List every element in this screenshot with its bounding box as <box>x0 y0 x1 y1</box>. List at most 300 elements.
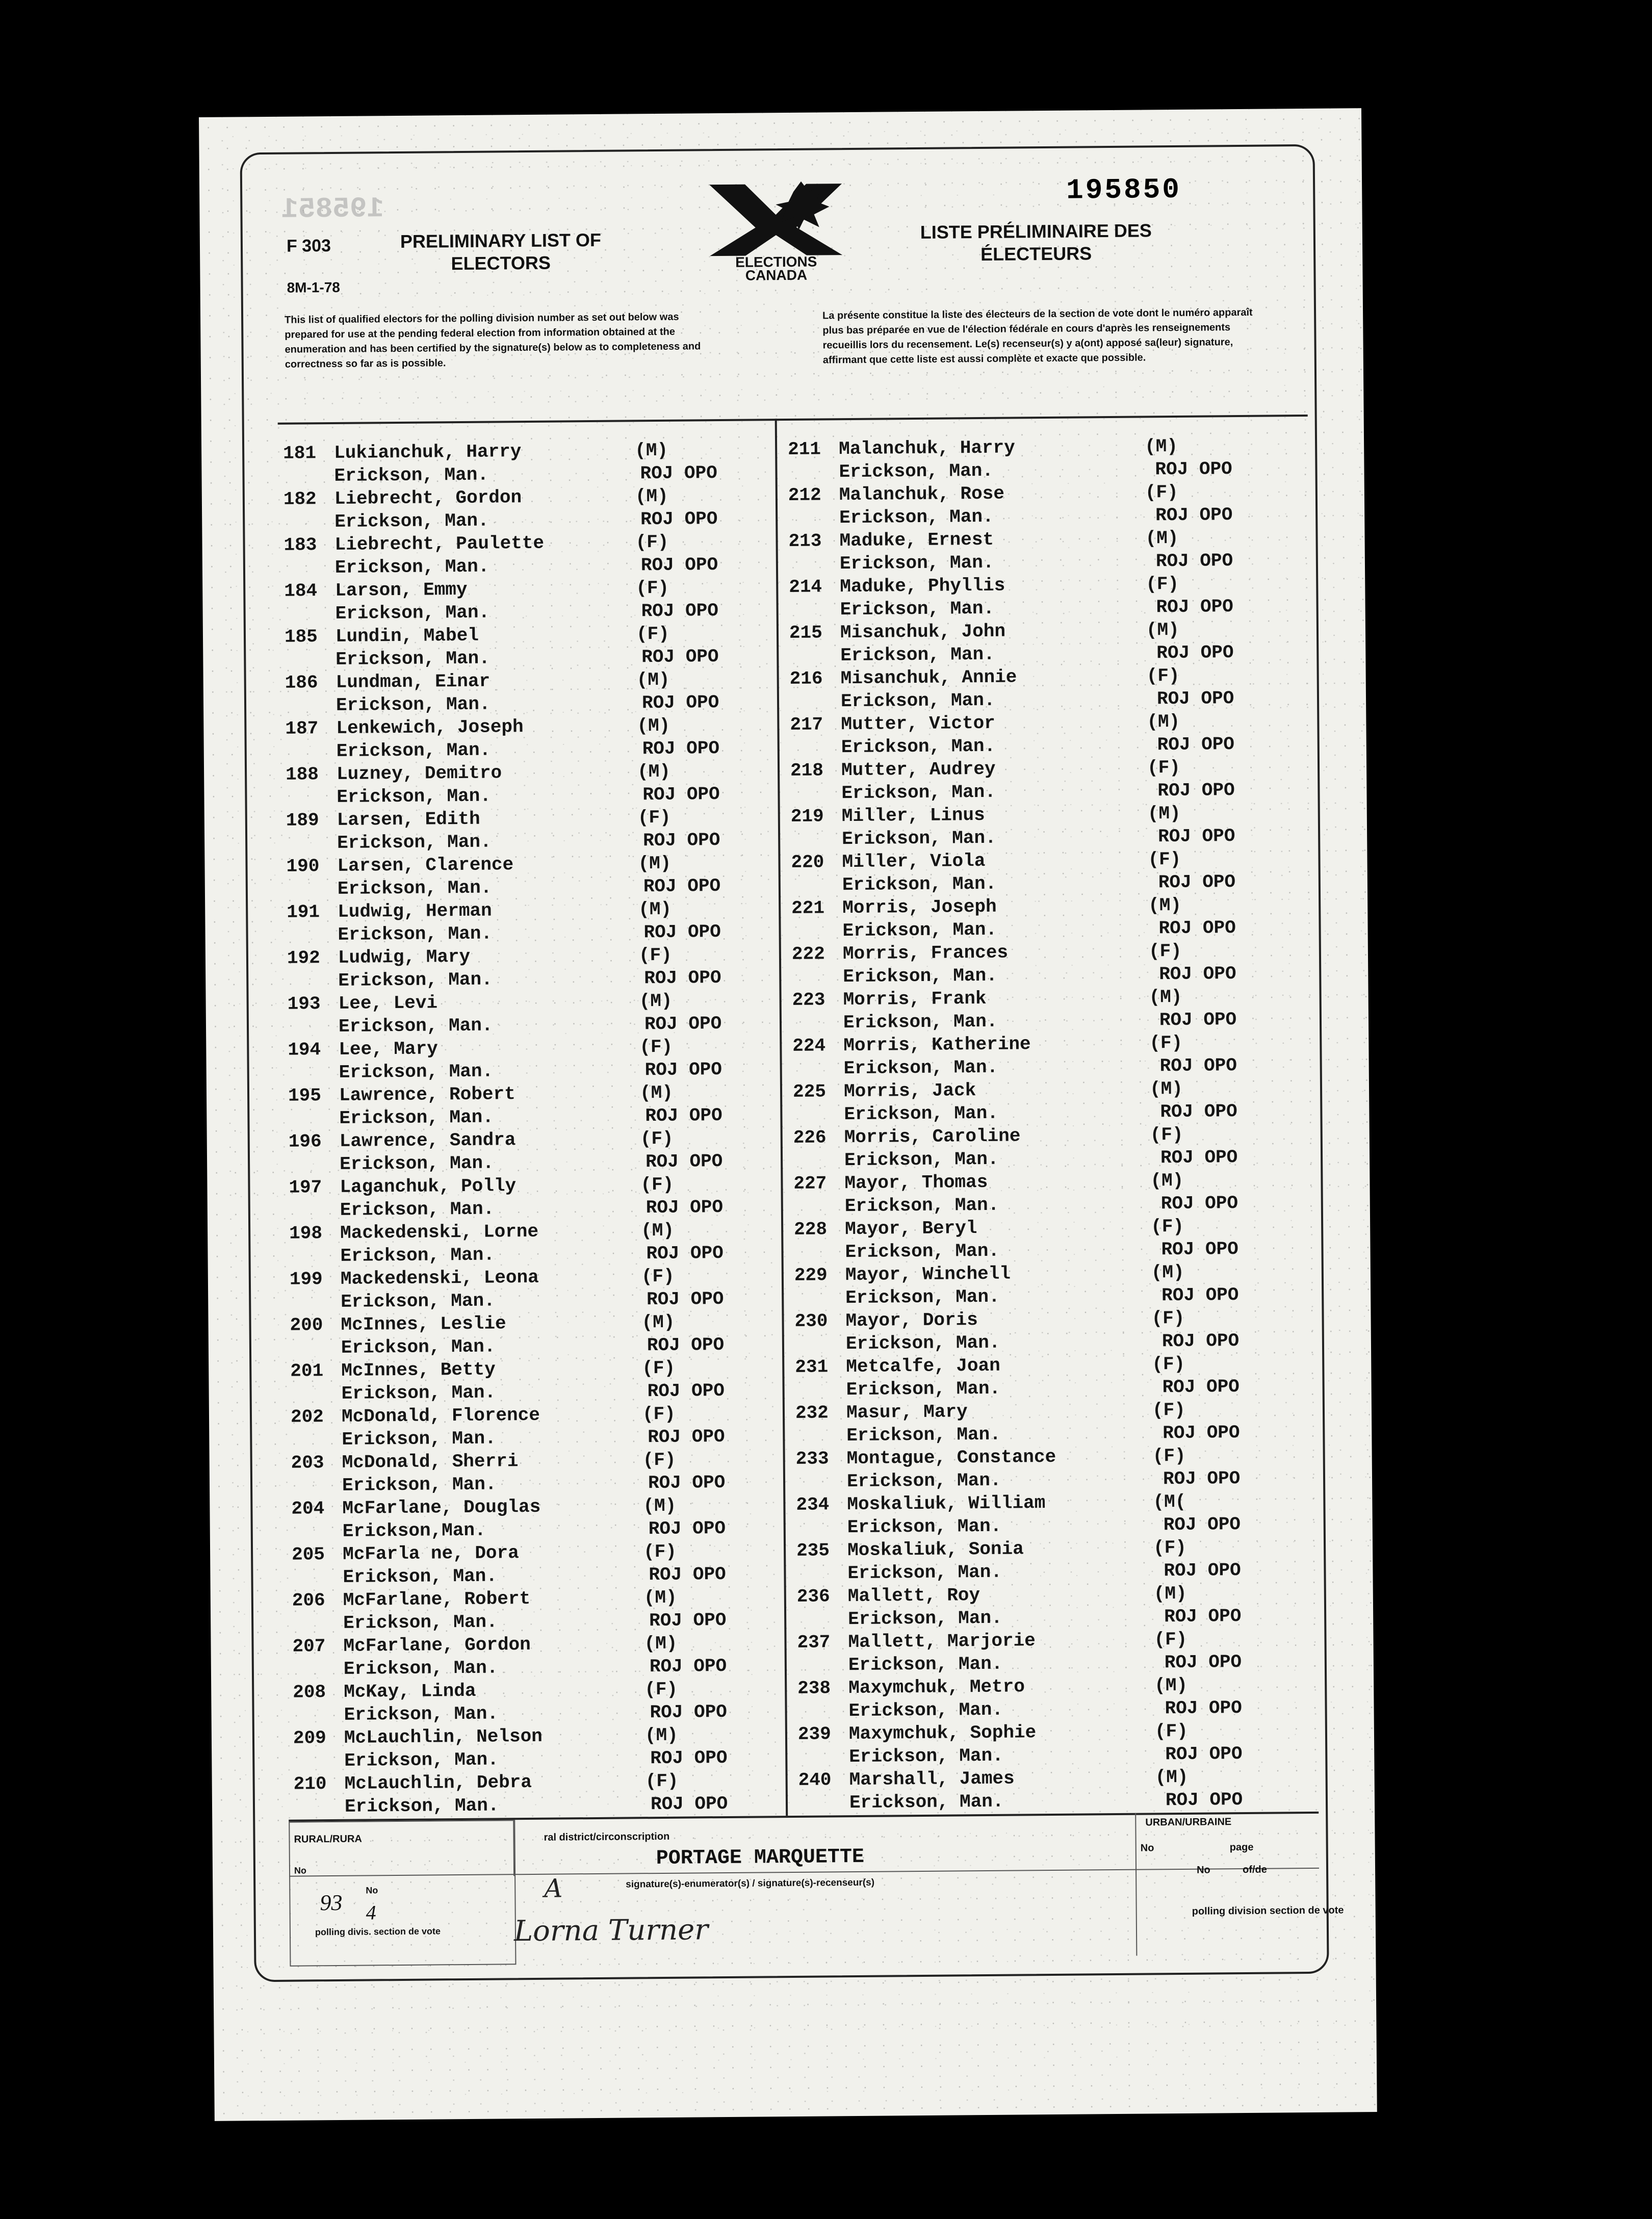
elector-entry <box>796 1490 1296 1540</box>
elector-sex: (F) <box>1146 573 1179 595</box>
elector-name: Lawrence, Sandra <box>339 1129 516 1152</box>
elector-entry <box>797 1582 1297 1632</box>
elector-number: 226 <box>793 1127 827 1148</box>
urban-no-label: No <box>1140 1842 1154 1854</box>
elector-name: Morris, Joseph <box>842 896 997 919</box>
elector-entry <box>795 1399 1296 1449</box>
elector-entry <box>792 1031 1293 1081</box>
elector-postal-code: ROJ OPO <box>1159 963 1236 985</box>
elector-number: 236 <box>796 1586 830 1607</box>
of-label: of/de <box>1242 1864 1267 1876</box>
elector-postal-code: ROJ OPO <box>649 1655 727 1678</box>
form-code: F 303 <box>286 236 331 256</box>
elector-entry <box>288 990 772 1039</box>
elector-entry <box>290 1311 775 1360</box>
elector-name: Malanchuk, Harry <box>838 437 1015 460</box>
elector-address: Erickson, Man. <box>343 1565 498 1588</box>
elector-postal-code: ROJ OPO <box>650 1747 728 1769</box>
elector-sex: (F) <box>642 1403 676 1425</box>
elector-entry <box>287 898 771 947</box>
elector-name: Morris, Jack <box>843 1080 976 1102</box>
elector-number: 191 <box>287 901 320 923</box>
elector-entry <box>788 435 1288 485</box>
intro-french: La présente constitue la liste des électeurs de la section de vote dont le numéro apparaît plus bas préparée en vue de l'élection fédérale en cours d'après les renseignements recueillis lors du recensement. Le(s) recenseur(s) y a(ont) apposé sa(leur) signature, affirmant que cette liste est aussi complète et exacte que possible. <box>822 306 1253 366</box>
elector-postal-code: ROJ OPO <box>1155 458 1232 480</box>
elector-number: 188 <box>285 764 319 785</box>
elector-number: 192 <box>287 947 320 969</box>
elector-number: 201 <box>290 1360 324 1382</box>
elector-address: Erickson, Man. <box>335 648 490 670</box>
district-label: ral district/circonscription <box>544 1830 670 1843</box>
elector-postal-code: ROJ OPO <box>1164 1560 1241 1582</box>
elector-postal-code: ROJ OPO <box>646 1196 724 1219</box>
elector-address: Erickson, Man. <box>848 1653 1003 1676</box>
electors-column-left <box>283 439 778 1819</box>
elector-address: Erickson, Man. <box>845 1332 1000 1355</box>
elector-postal-code: ROJ OPO <box>647 1288 724 1310</box>
elector-name: Morris, Frank <box>843 988 987 1011</box>
elector-sex: (F) <box>1148 848 1181 870</box>
elector-number: 195 <box>288 1085 322 1106</box>
elector-postal-code: ROJ OPO <box>1158 917 1236 939</box>
elector-number: 228 <box>794 1219 828 1240</box>
elector-sex: (M) <box>641 1220 675 1242</box>
elector-number: 190 <box>286 856 320 877</box>
elector-entry <box>798 1720 1298 1770</box>
elector-address: Erickson, Man. <box>334 464 489 486</box>
elector-entry <box>794 1261 1295 1311</box>
elector-address: Erickson, Man. <box>839 460 994 483</box>
elector-sex: (F) <box>1152 1399 1185 1421</box>
signature-mark: A <box>544 1873 563 1903</box>
elector-address: Erickson, Man. <box>339 1106 494 1129</box>
svg-text:ELECTIONS: ELECTIONS <box>735 253 817 270</box>
elector-postal-code: ROJ OPO <box>1163 1422 1240 1444</box>
elector-sex: (F) <box>1147 757 1181 779</box>
elector-number: 216 <box>789 668 823 689</box>
elector-name: Morris, Katherine <box>843 1034 1031 1056</box>
elector-sex: (M) <box>1145 527 1179 549</box>
rural-no-label-2: No <box>366 1885 378 1896</box>
elector-postal-code: ROJ OPO <box>645 1150 723 1173</box>
elector-name: Misanchuk, Annie <box>840 666 1017 689</box>
elector-entry <box>292 1586 777 1636</box>
elector-entry <box>790 756 1290 806</box>
elector-postal-code: ROJ OPO <box>643 875 721 897</box>
elector-postal-code: ROJ OPO <box>1165 1697 1242 1719</box>
elector-address: Erickson, Man. <box>338 923 493 945</box>
elector-number: 231 <box>795 1356 829 1378</box>
elector-address: Erickson, Man. <box>336 739 491 762</box>
elector-number: 207 <box>292 1636 326 1657</box>
elector-sex: (F) <box>1152 1353 1185 1375</box>
elector-name: Mayor, Doris <box>845 1309 978 1332</box>
elector-name: Moskaliuk, William <box>847 1492 1046 1515</box>
elector-sex: (M) <box>1155 1766 1189 1788</box>
elector-name: Ludwig, Mary <box>338 946 471 968</box>
serial-number: 195850 <box>1066 173 1182 207</box>
elector-name: Miller, Linus <box>841 804 985 827</box>
elector-name: Liebrecht, Paulette <box>334 532 545 555</box>
elector-number: 194 <box>288 1039 321 1061</box>
elector-postal-code: ROJ OPO <box>1156 688 1234 710</box>
elector-number: 202 <box>290 1406 324 1428</box>
elector-sex: (F) <box>635 531 669 553</box>
elector-address: Erickson, Man. <box>839 552 994 575</box>
elector-name: Maxymchuk, Metro <box>848 1676 1025 1699</box>
elector-number: 215 <box>789 622 822 643</box>
elector-postal-code: ROJ OPO <box>644 967 721 989</box>
elector-address: Erickson, Man. <box>840 689 995 712</box>
elector-postal-code: ROJ OPO <box>1160 1147 1238 1169</box>
elector-entry <box>795 1353 1295 1403</box>
elector-number: 208 <box>293 1682 326 1703</box>
elector-sex: (F) <box>636 623 669 645</box>
polling-division-label-right: polling division section de vote <box>1192 1904 1344 1917</box>
elector-sex: (F) <box>640 1174 674 1196</box>
elector-entry <box>788 527 1288 577</box>
elector-postal-code: ROJ OPO <box>1161 1238 1238 1260</box>
elector-postal-code: ROJ OPO <box>1165 1789 1243 1811</box>
elector-entry <box>285 623 769 672</box>
elector-number: 239 <box>797 1723 831 1745</box>
elector-number: 225 <box>792 1081 827 1102</box>
elector-sex: (M) <box>1150 1170 1184 1192</box>
electors-list-sheet <box>199 108 1377 2121</box>
elector-address: Erickson, Man. <box>847 1515 1002 1538</box>
elector-name: Morris, Frances <box>842 942 1009 965</box>
elector-address: Erickson, Man. <box>843 1056 998 1079</box>
elector-postal-code: ROJ OPO <box>1163 1468 1241 1490</box>
elector-postal-code: ROJ OPO <box>1160 1193 1238 1215</box>
elector-entry <box>793 1169 1294 1219</box>
elector-entry <box>789 573 1289 623</box>
elector-address: Erickson, Man. <box>844 1148 999 1171</box>
elector-entry <box>794 1215 1294 1265</box>
elector-postal-code: ROJ OPO <box>1157 780 1235 802</box>
elector-postal-code: ROJ OPO <box>649 1563 726 1586</box>
elector-sex: (F) <box>1146 665 1180 687</box>
elector-address: Erickson, Man. <box>337 785 492 808</box>
enumerator-signature: Lorna Turner <box>513 1913 709 1948</box>
elector-sex: (F) <box>1148 940 1182 962</box>
elector-address: Erickson, Man. <box>341 1336 496 1358</box>
elector-postal-code: ROJ OPO <box>647 1334 725 1356</box>
elections-canada-logo <box>699 178 853 281</box>
elector-name: Masur, Mary <box>846 1401 968 1424</box>
elector-address: Erickson,Man. <box>342 1519 486 1542</box>
elector-sex: (M) <box>638 853 672 874</box>
elector-name: McInnes, Betty <box>341 1359 496 1381</box>
elector-entry <box>283 439 768 488</box>
elector-entry <box>292 1632 777 1682</box>
elector-entry <box>293 1724 778 1773</box>
elector-name: McLauchlin, Nelson <box>344 1725 543 1748</box>
form-edition: 8M-1-78 <box>287 279 341 296</box>
elector-name: McFarlane, Robert <box>343 1588 531 1611</box>
elector-postal-code: ROJ OPO <box>1155 550 1233 572</box>
elector-address: Erickson, Man. <box>338 969 493 991</box>
elector-postal-code: ROJ OPO <box>649 1609 727 1632</box>
signature-label: signature(s)-enumerator(s) / signature(s)-recenseur(s) <box>626 1877 875 1890</box>
elector-postal-code: ROJ OPO <box>1164 1652 1242 1673</box>
elector-address: Erickson, Man. <box>848 1607 1002 1630</box>
elector-postal-code: ROJ OPO <box>648 1517 726 1540</box>
elector-postal-code: ROJ OPO <box>646 1242 724 1265</box>
elector-postal-code: ROJ OPO <box>1160 1101 1237 1123</box>
elector-sex: (M) <box>644 1633 678 1655</box>
elector-address: Erickson, Man. <box>335 693 491 716</box>
elector-number: 221 <box>791 897 825 919</box>
intro-english: This list of qualified electors for the polling division number as set out below was prepared for use at the pending federal election from information obtained at the enumeration and has been certified by the signature(s) below as to completeness and correctness so far as is possible. <box>285 311 701 370</box>
elector-entry <box>792 940 1292 990</box>
elector-name: McDonald, Sherri <box>342 1451 519 1473</box>
elector-address: Erickson, Man. <box>339 1152 494 1175</box>
svg-text:CANADA: CANADA <box>745 267 808 282</box>
elector-entry <box>286 806 771 856</box>
elector-entry <box>793 1077 1293 1127</box>
elector-name: Maxymchuk, Sophie <box>848 1722 1037 1745</box>
elector-postal-code: ROJ OPO <box>644 1013 722 1035</box>
elector-sex: (M) <box>1149 1078 1183 1100</box>
elector-entry <box>285 714 770 764</box>
elector-sex: (F) <box>636 577 669 599</box>
elector-address: Erickson, Man. <box>335 602 490 624</box>
elector-sex: (F) <box>1145 481 1178 503</box>
title-english: PRELIMINARY LIST OF ELECTORS <box>400 229 602 274</box>
elector-name: Mutter, Victor <box>841 712 995 735</box>
elector-entry <box>793 1123 1294 1173</box>
elector-name: Mackedenski, Leona <box>340 1267 539 1289</box>
elector-entry <box>284 577 769 626</box>
elector-entry <box>788 481 1288 531</box>
elector-name: McInnes, Leslie <box>341 1313 506 1335</box>
elector-name: Lee, Mary <box>339 1038 438 1060</box>
elector-sex: (M) <box>1154 1674 1188 1696</box>
elector-address: Erickson, Man. <box>338 1015 493 1037</box>
elector-address: Erickson, Man. <box>846 1469 1001 1492</box>
elector-postal-code: ROJ OPO <box>645 1104 722 1127</box>
elector-address: Erickson, Man. <box>847 1561 1002 1584</box>
elector-number: 220 <box>791 852 824 873</box>
elector-name: Mallett, Roy <box>847 1585 980 1607</box>
district-name: PORTAGE MARQUETTE <box>656 1845 865 1871</box>
elector-address: Erickson, Man. <box>846 1424 1001 1447</box>
elector-entry <box>796 1536 1297 1586</box>
elector-address: Erickson, Man. <box>342 1428 496 1450</box>
elector-entry <box>292 1540 777 1590</box>
elector-name: McFarla ne, Dora <box>342 1542 519 1565</box>
elector-sex: (M) <box>639 1082 674 1104</box>
elector-number: 222 <box>791 943 825 965</box>
elector-address: Erickson, Man. <box>341 1290 495 1312</box>
elector-sex: (F) <box>643 1541 677 1563</box>
urban-label: URBAN/URBAINE <box>1145 1816 1232 1828</box>
elector-sex: (F) <box>642 1357 676 1379</box>
elector-number: 233 <box>795 1448 829 1469</box>
elector-address: Erickson, Man. <box>343 1657 498 1680</box>
elector-address: Erickson, Man. <box>845 1286 1000 1309</box>
polling-sub-number: 4 <box>366 1901 376 1924</box>
elector-name: Mayor, Winchell <box>845 1263 1011 1286</box>
elector-address: Erickson, Man. <box>844 1102 999 1125</box>
elector-sex: (F) <box>638 944 672 966</box>
elector-name: Marshall, James <box>849 1768 1015 1791</box>
elector-address: Erickson, Man. <box>843 1011 998 1034</box>
elector-entry <box>798 1766 1298 1816</box>
elector-sex: (M) <box>635 485 668 507</box>
elector-sex: (M) <box>637 761 671 783</box>
elector-name: Lee, Levi <box>338 992 438 1014</box>
elector-entry <box>286 852 771 901</box>
elector-sex: (M) <box>637 715 670 737</box>
elector-entry <box>288 1081 773 1131</box>
elector-number: 214 <box>789 576 822 598</box>
elector-entry <box>789 618 1289 668</box>
elector-entry <box>290 1357 775 1406</box>
title-french: LISTE PRÉLIMINAIRE DES ÉLECTEURS <box>920 220 1152 265</box>
page-no-label: No <box>1196 1864 1210 1876</box>
elector-number: 193 <box>287 993 321 1015</box>
elector-number: 204 <box>291 1498 325 1519</box>
elector-number: 213 <box>788 530 822 552</box>
elector-address: Erickson, Man. <box>846 1378 1001 1401</box>
elector-sex: (F) <box>644 1679 678 1700</box>
elector-entry <box>283 485 768 534</box>
elector-address: Erickson, Man. <box>842 919 997 942</box>
elector-postal-code: ROJ OPO <box>643 830 720 852</box>
elector-address: Erickson, Man. <box>340 1244 495 1267</box>
elector-postal-code: ROJ OPO <box>1164 1606 1242 1628</box>
elector-sex: (M) <box>644 1724 678 1746</box>
elector-address: Erickson, Man. <box>344 1749 499 1771</box>
elector-address: Erickson, Man. <box>342 1474 497 1496</box>
elector-name: Moskaliuk, Sonia <box>847 1538 1024 1561</box>
elector-name: Miller, Viola <box>842 850 986 873</box>
elector-address: Erickson, Man. <box>839 506 994 529</box>
elector-address: Erickson, Man. <box>849 1791 1004 1814</box>
elector-postal-code: ROJ OPO <box>1157 734 1235 756</box>
elector-name: Mallett, Marjorie <box>848 1630 1036 1653</box>
elector-entry <box>289 1127 773 1177</box>
elector-name: Laganchuk, Polly <box>340 1175 517 1198</box>
elector-postal-code: ROJ OPO <box>1165 1743 1243 1765</box>
elector-number: 232 <box>795 1402 829 1424</box>
elector-number: 182 <box>283 488 317 510</box>
elector-postal-code: ROJ OPO <box>1155 504 1233 526</box>
elector-entry <box>291 1494 776 1544</box>
elector-postal-code: ROJ OPO <box>643 921 721 943</box>
elector-sex: (M) <box>1146 619 1179 641</box>
elector-entry <box>288 1036 772 1085</box>
elector-name: McFarlane, Douglas <box>342 1496 541 1519</box>
elector-number: 181 <box>283 443 317 464</box>
elector-name: Luzney, Demitro <box>336 762 502 785</box>
elector-name: McKay, Linda <box>344 1680 476 1702</box>
elector-name: McLauchlin, Debra <box>344 1771 532 1794</box>
elector-entry <box>291 1449 776 1498</box>
elector-number: 189 <box>286 810 319 831</box>
elector-entry <box>797 1628 1297 1678</box>
elector-number: 200 <box>290 1314 323 1336</box>
elector-name: Misanchuk, John <box>840 621 1006 643</box>
elector-entry <box>790 710 1290 760</box>
elector-sex: (M) <box>638 898 672 920</box>
elector-number: 240 <box>798 1769 832 1791</box>
elector-postal-code: ROJ OPO <box>650 1793 728 1815</box>
elector-entry <box>791 894 1292 944</box>
elector-address: Erickson, Man. <box>842 873 997 896</box>
elector-number: 235 <box>796 1540 830 1561</box>
elector-postal-code: ROJ OPO <box>1162 1376 1240 1398</box>
elector-postal-code: ROJ OPO <box>1157 825 1235 847</box>
elector-sex: (F) <box>1154 1720 1188 1742</box>
elector-postal-code: ROJ OPO <box>1163 1514 1241 1536</box>
elector-address: Erickson, Man. <box>341 1382 496 1404</box>
elector-postal-code: ROJ OPO <box>1159 1055 1237 1077</box>
elector-name: Mackedenski, Lorne <box>340 1221 539 1244</box>
elector-address: Erickson, Man. <box>849 1745 1003 1768</box>
elector-sex: (M) <box>1144 435 1178 457</box>
elector-sex: (F) <box>639 1036 673 1058</box>
elector-number: 230 <box>794 1310 828 1332</box>
elector-postal-code: ROJ OPO <box>1156 596 1233 618</box>
elector-sex: (M) <box>639 990 673 1012</box>
elector-number: 183 <box>283 534 317 556</box>
elector-address: Erickson, Man. <box>844 1194 999 1217</box>
elector-sex: (M) <box>1151 1261 1184 1283</box>
elector-address: Erickson, Man. <box>840 643 995 666</box>
elector-name: McDonald, Florence <box>341 1404 540 1427</box>
elector-name: Mayor, Beryl <box>845 1218 977 1240</box>
elector-address: Erickson, Man. <box>334 556 489 578</box>
elector-postal-code: ROJ OPO <box>648 1426 725 1448</box>
polling-division-number: 93 <box>320 1890 343 1916</box>
electors-column-right <box>788 435 1298 1816</box>
elector-postal-code: ROJ OPO <box>1161 1330 1240 1352</box>
elector-name: Montague, Constance <box>846 1446 1056 1469</box>
elector-entry <box>792 986 1292 1036</box>
elector-number: 209 <box>293 1727 326 1749</box>
elector-number: 217 <box>790 714 823 735</box>
elector-number: 224 <box>792 1035 826 1056</box>
elector-sex: (M) <box>636 669 670 691</box>
elector-postal-code: ROJ OPO <box>1156 642 1234 664</box>
elector-name: Ludwig, Herman <box>338 900 492 922</box>
elector-name: Liebrecht, Gordon <box>334 487 522 509</box>
elector-entry <box>294 1770 779 1819</box>
elector-number: 237 <box>797 1632 831 1653</box>
elector-number: 198 <box>289 1223 323 1244</box>
elector-address: Erickson, Man. <box>339 1061 494 1083</box>
elector-name: Mutter, Audrey <box>841 758 996 781</box>
elector-number: 238 <box>797 1678 831 1699</box>
elector-name: Malanchuk, Rose <box>839 483 1005 506</box>
elector-name: Lundman, Einar <box>335 670 491 693</box>
elector-number: 212 <box>788 484 821 506</box>
elector-number: 199 <box>289 1269 323 1290</box>
elector-sex: (M) <box>635 440 668 461</box>
elector-name: Mayor, Thomas <box>844 1171 988 1194</box>
elector-address: Erickson, Man. <box>337 831 492 854</box>
elector-name: Larsen, Clarence <box>337 854 514 876</box>
elector-entry <box>289 1219 774 1269</box>
elector-address: Erickson, Man. <box>334 510 489 532</box>
elector-address: Erickson, Man. <box>845 1240 1000 1263</box>
elector-sex: (F) <box>1151 1307 1185 1329</box>
elector-entry <box>283 531 768 580</box>
elector-sex: (M) <box>1153 1583 1187 1605</box>
